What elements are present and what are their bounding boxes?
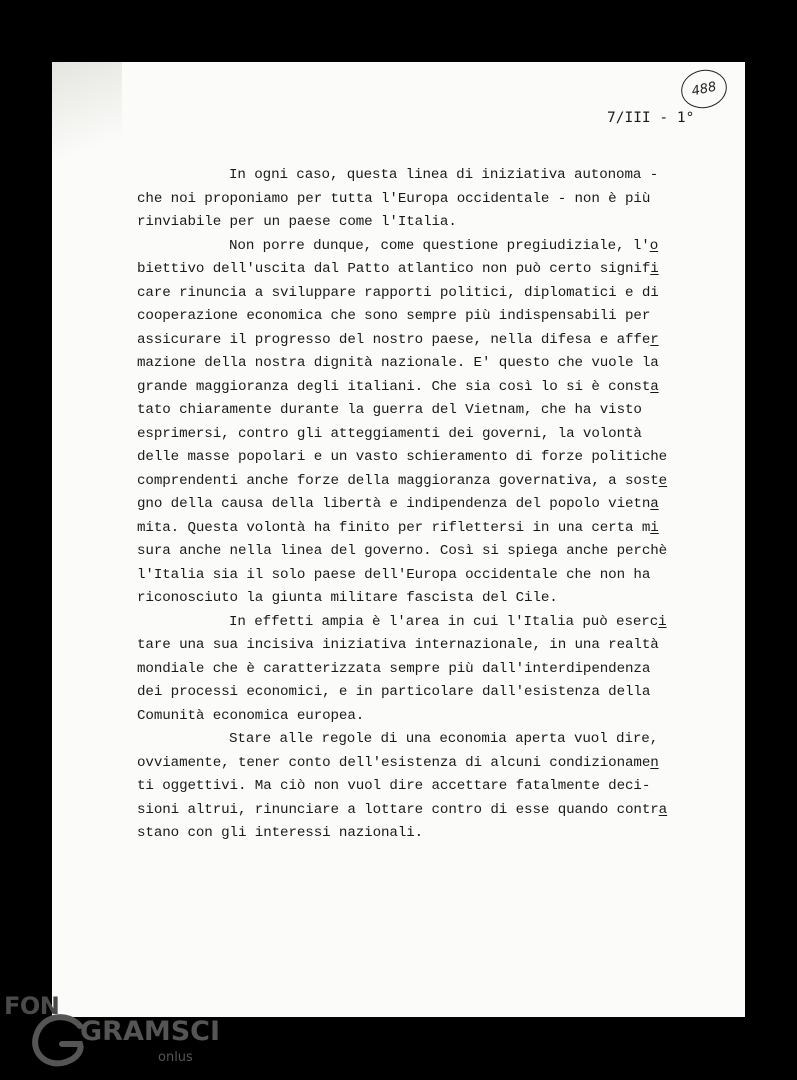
text-line: biettivo dell'uscita dal Patto atlantico non può certo signifi — [137, 261, 659, 277]
underlined-char: i — [658, 613, 667, 630]
text-line: ti oggettivi. Ma ciò non vuol dire accettare fatalmente deci- — [137, 778, 651, 794]
logo-gramsci-text: GRAMSCI — [80, 1016, 221, 1047]
underlined-char: e — [658, 472, 668, 489]
logo-fon-text: FON — [4, 992, 60, 1020]
text-line: grande maggioranza degli italiani. Che sia così lo si è consta — [137, 378, 659, 395]
text-line: mazione della nostra dignità nazionale. E' questo che vuole la — [137, 355, 659, 371]
text-line: mita. Questa volontà ha finito per riflettersi in una certa mi — [137, 519, 659, 536]
document-page — [52, 62, 745, 1017]
text-line: assicurare il progresso del nostro paese, nella difesa e affer — [137, 331, 659, 348]
text-line: tare una sua incisiva iniziativa internazionale, in una realtà — [137, 637, 659, 653]
text-line: esprimersi, contro gli atteggiamenti dei governi, la volontà — [137, 425, 642, 442]
text-line: stano con gli interessi nazionali. — [137, 825, 424, 841]
page-reference: 7/III - 1° — [607, 110, 695, 126]
paper-stain — [52, 62, 122, 182]
text-line: comprendenti anche forze della maggioranza governativa, a soste — [137, 472, 668, 489]
text-line: delle masse popolari e un vasto schieramento di forze politiche — [137, 449, 668, 465]
underlined-char: o — [649, 237, 659, 254]
text-line: care rinuncia a sviluppare rapporti politici, diplomatici e di — [137, 284, 659, 301]
text-line: Comunità economica europea. — [137, 707, 365, 724]
text-line: gno della causa della libertà e indipendenza del popolo vietna — [137, 496, 659, 512]
text-line: In effetti ampia è l'area in cui l'Italia può eserci — [229, 613, 667, 630]
archive-stamp — [678, 66, 731, 113]
text-line: riconosciuto la giunta militare fascista del Cile. — [137, 590, 558, 606]
underlined-char: r — [650, 331, 659, 348]
underlined-char: n — [650, 754, 659, 771]
text-line: mondiale che è caratterizzata sempre più dall'interdipendenza — [137, 660, 651, 677]
underlined-char: a — [650, 496, 659, 512]
text-line: sioni altrui, rinunciare a lottare contro di esse quando contra — [137, 801, 668, 818]
text-line: l'Italia sia il solo paese dell'Europa occidentale che non ha — [137, 566, 651, 583]
underlined-char: i — [650, 261, 659, 277]
underlined-char: a — [658, 801, 668, 818]
underlined-char: a — [650, 378, 659, 395]
underlined-char: i — [650, 519, 659, 536]
text-line: sura anche nella linea del governo. Così si spiega anche perchè — [137, 543, 668, 559]
text-line: rinviabile per un paese come l'Italia. — [137, 214, 457, 230]
fondazione-gramsci-logo — [0, 992, 221, 1072]
text-line: In ogni caso, questa linea di iniziativa autonoma - — [229, 167, 659, 183]
typed-text-body — [137, 164, 737, 846]
text-line: tato chiaramente durante la guerra del Vietnam, che ha visto — [137, 402, 642, 418]
text-line: dei processi economici, e in particolare dall'esistenza della — [137, 684, 651, 700]
logo-onlus-text: onlus — [158, 1050, 193, 1065]
text-line: cooperazione economica che sono sempre più indispensabili per — [137, 308, 651, 324]
logo-swirl-icon — [28, 1006, 88, 1070]
text-line: Stare alle regole di una economia aperta vuol dire, — [229, 731, 659, 747]
text-line: ovviamente, tener conto dell'esistenza di alcuni condizionamen — [137, 754, 659, 771]
stamp-number: 488 — [690, 79, 718, 99]
text-line: che noi proponiamo per tutta l'Europa occidentale - non è più — [137, 190, 651, 207]
text-line: Non porre dunque, come questione pregiudiziale, l'o — [229, 237, 659, 254]
